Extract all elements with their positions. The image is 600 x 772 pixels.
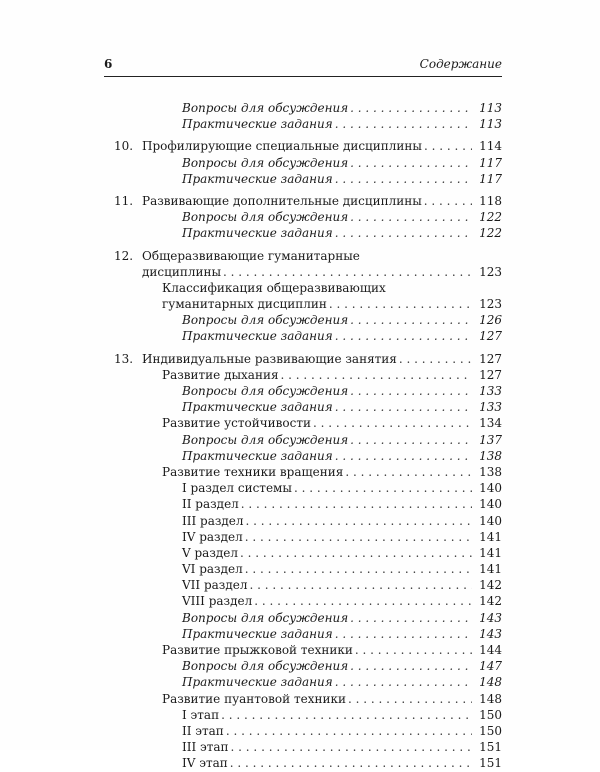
toc-entry: Вопросы для обсуждения . . . 117	[104, 155, 502, 171]
toc-section: Развитие дыхания . . . 127	[104, 367, 502, 383]
toc-chapter: 11. Развивающие дополнительные дисциплины . . . 118	[104, 193, 502, 209]
toc-subsection: IV раздел . . . 141	[104, 529, 502, 545]
toc-subsection: III раздел . . . 140	[104, 513, 502, 529]
toc-chapter: 10. Профилирующие специальные дисциплины . . . 114	[104, 138, 502, 154]
table-of-contents	[104, 100, 502, 772]
toc-subsection: II раздел . . . 140	[104, 496, 502, 512]
toc-subsection: VI раздел . . . 141	[104, 561, 502, 577]
toc-chapter: 13. Индивидуальные развивающие занятия . . . 127	[104, 351, 502, 367]
toc-subsection: II этап . . . 150	[104, 723, 502, 739]
toc-section: Развитие устойчивости . . . 134	[104, 415, 502, 431]
toc-entry: Вопросы для обсуждения . . . 122	[104, 209, 502, 225]
toc-section: Развитие пуантовой техники . . . 148	[104, 691, 502, 707]
toc-entry: Вопросы для обсуждения . . . 137	[104, 432, 502, 448]
toc-section: Развитие прыжковой техники . . . 144	[104, 642, 502, 658]
toc-section-cont: гуманитарных дисциплин . . . 123	[104, 296, 502, 312]
toc-subsection: III этап . . . 151	[104, 739, 502, 755]
toc-chapter-cont: дисциплины . . . 123	[104, 264, 502, 280]
toc-entry: Практические задания . . . 143	[104, 626, 502, 642]
toc-subsection: V раздел . . . 141	[104, 545, 502, 561]
toc-chapter: 12. Общеразвивающие гуманитарные	[114, 248, 360, 263]
running-header	[104, 52, 502, 77]
toc-section: Развитие техники вращения . . . 138	[104, 464, 502, 480]
toc-subsection: I раздел системы . . . 140	[104, 480, 502, 496]
toc-subsection: I этап . . . 150	[104, 707, 502, 723]
toc-entry: Практические задания . . . 117	[104, 171, 502, 187]
toc-entry: Вопросы для обсуждения . . . 143	[104, 610, 502, 626]
toc-entry: Практические задания . . . 138	[104, 448, 502, 464]
toc-subsection: IV этап . . . 151	[104, 755, 502, 771]
toc-section: Классификация общеразвивающих	[162, 280, 386, 295]
toc-subsection: VII раздел . . . 142	[104, 577, 502, 593]
toc-entry: Вопросы для обсуждения . . . 113	[104, 100, 502, 116]
toc-entry: Вопросы для обсуждения . . . 147	[104, 658, 502, 674]
toc-entry: Практические задания . . . 127	[104, 328, 502, 344]
toc-entry: Практические задания . . . 148	[104, 674, 502, 690]
section-title: Содержание	[419, 57, 502, 71]
toc-entry: Практические задания . . . 133	[104, 399, 502, 415]
toc-entry: Практические задания . . . 113	[104, 116, 502, 132]
toc-entry: Практические задания . . . 122	[104, 225, 502, 241]
page-number: 6	[104, 57, 113, 71]
toc-subsection: VIII раздел . . . 142	[104, 593, 502, 609]
toc-entry: Вопросы для обсуждения . . . 126	[104, 312, 502, 328]
toc-entry: Вопросы для обсуждения . . . 133	[104, 383, 502, 399]
